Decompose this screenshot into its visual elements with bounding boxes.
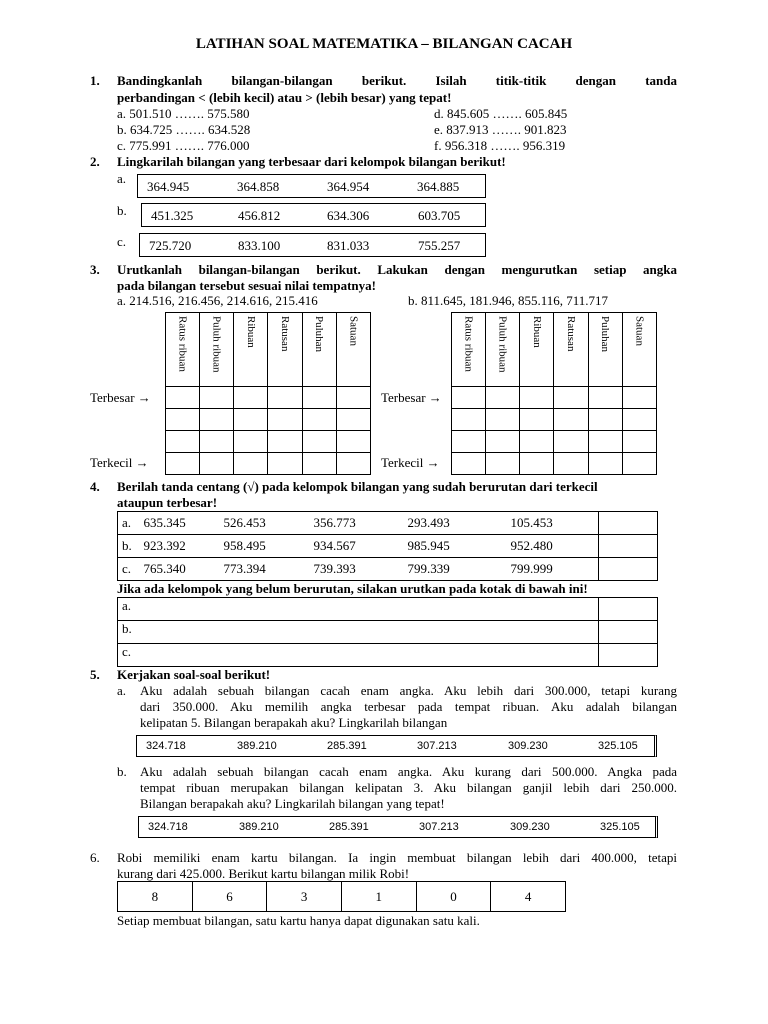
number-option[interactable]: 451.325 [151, 208, 194, 223]
answer-cell[interactable] [588, 409, 622, 431]
q1-number: 1. [90, 73, 100, 88]
q3-smallest-label-a: Terkecil → [90, 455, 149, 470]
number-option[interactable]: 364.945 [147, 179, 190, 194]
answer-cell[interactable] [622, 409, 656, 431]
q4-instruction: Jika ada kelompok yang belum berurutan, silakan urutkan pada kotak di bawah ini! [117, 581, 588, 596]
answer-cell[interactable] [234, 431, 268, 453]
q5b-options-box [138, 816, 658, 838]
answer-cell[interactable] [268, 409, 302, 431]
sequence-row-a: a. 635.345 526.453 356.773 293.493 105.453 [118, 512, 599, 535]
q5b-line3: Bilangan berapakah aku? Lingkarilah bilangan yang tepat! [140, 796, 445, 811]
answer-cell[interactable] [200, 453, 234, 475]
answer-cell[interactable] [336, 409, 370, 431]
q2-group-c-box [139, 233, 486, 257]
q4-answer-table [117, 597, 658, 667]
q2-group-b-label: b. [117, 203, 127, 218]
answer-cell[interactable] [234, 453, 268, 475]
q3-smallest-label-b: Terkecil → [381, 455, 440, 470]
answer-cell[interactable] [234, 387, 268, 409]
number-option[interactable]: 325.105 [598, 740, 638, 752]
answer-cell[interactable] [302, 453, 336, 475]
answer-extra-cell[interactable] [599, 621, 658, 644]
answer-cell[interactable] [336, 431, 370, 453]
q1-item-e: e. 837.913 ……. 901.823 [434, 122, 567, 137]
q6-line2: kurang dari 425.000. Berikut kartu bilangan milik Robi! [117, 866, 410, 881]
q6-line1: Robi memiliki enam kartu bilangan. Ia ingin membuat bilangan lebih dari 400.000, tetapi [117, 850, 677, 865]
answer-cell[interactable] [554, 409, 588, 431]
q1-item-a: a. 501.510 ……. 575.580 [117, 106, 250, 121]
answer-extra-cell[interactable] [599, 644, 658, 667]
answer-extra-cell[interactable] [599, 598, 658, 621]
q2-text: Lingkarilah bilangan yang terbesaar dari kelompok bilangan berikut! [117, 154, 506, 169]
q4-number: 4. [90, 479, 100, 494]
number-option[interactable]: 755.257 [418, 238, 461, 253]
answer-cell[interactable] [268, 453, 302, 475]
q5b-line1: Aku adalah sebuah bilangan cacah enam angka. Aku kurang dari 500.000. Angka pada [140, 764, 677, 779]
checkmark-cell[interactable] [599, 558, 658, 581]
q5-number: 5. [90, 667, 100, 682]
q3-line2: pada bilangan tersebut sesuai nilai tempatnya! [117, 278, 376, 293]
checkmark-cell[interactable] [599, 512, 658, 535]
number-option[interactable]: 285.391 [327, 740, 367, 752]
q5b-line2: tempat ribuan merupakan bilangan kelipatan 3. Aku bilangan ganjil lebih dari 250.000. [140, 780, 677, 795]
sequence-row-c: c. 765.340 773.394 739.393 799.339 799.999 [118, 558, 599, 581]
number-option[interactable]: 603.705 [418, 208, 461, 223]
answer-cell[interactable] [268, 387, 302, 409]
q4-line2: ataupun terbesar! [117, 495, 218, 510]
q3-set-a: a. 214.516, 216.456, 214.616, 215.416 [117, 293, 318, 308]
answer-cell[interactable] [302, 387, 336, 409]
answer-cell[interactable] [486, 431, 520, 453]
checkmark-cell[interactable] [599, 535, 658, 558]
number-option[interactable]: 307.213 [419, 821, 459, 833]
q2-group-c-label: c. [117, 234, 127, 249]
q5a-options-box [136, 735, 657, 757]
answer-row-b[interactable]: b. [118, 621, 599, 644]
answer-cell[interactable] [520, 387, 554, 409]
q1-item-b: b. 634.725 ……. 634.528 [117, 122, 251, 137]
number-option[interactable]: 324.718 [146, 740, 186, 752]
answer-cell[interactable] [588, 453, 622, 475]
answer-cell[interactable] [166, 453, 200, 475]
number-card[interactable]: 0 [416, 882, 491, 912]
header-cell: Ratusan [268, 313, 302, 387]
number-option[interactable]: 456.812 [238, 208, 281, 223]
header-cell: Puluhan [588, 313, 622, 387]
answer-cell[interactable] [166, 387, 200, 409]
q6-number: 6. [90, 850, 100, 865]
header-cell: Ratus ribuan [166, 313, 200, 387]
q3-line1: Urutkanlah bilangan-bilangan berikut. Lakukan dengan mengurutkan setiap angka [117, 262, 677, 277]
q3-largest-label-b: Terbesar → [381, 390, 442, 405]
number-card[interactable]: 6 [192, 882, 267, 912]
header-cell: Ribuan [520, 313, 554, 387]
answer-cell[interactable] [588, 431, 622, 453]
answer-cell[interactable] [520, 453, 554, 475]
answer-cell[interactable] [452, 453, 486, 475]
answer-cell[interactable] [166, 409, 200, 431]
header-cell: Puluhan [302, 313, 336, 387]
header-cell: Satuan [622, 313, 656, 387]
answer-cell[interactable] [302, 431, 336, 453]
answer-cell[interactable] [336, 453, 370, 475]
number-card[interactable]: 8 [118, 882, 193, 912]
q3-place-value-table-a [165, 312, 371, 475]
answer-cell[interactable] [452, 431, 486, 453]
answer-cell[interactable] [200, 387, 234, 409]
q2-group-a-box [137, 174, 486, 198]
q6-number-cards [117, 881, 566, 912]
answer-cell[interactable] [520, 431, 554, 453]
answer-cell[interactable] [166, 431, 200, 453]
q1-item-d: d. 845.605 ……. 605.845 [434, 106, 568, 121]
number-option[interactable]: 364.858 [237, 179, 280, 194]
answer-cell[interactable] [200, 431, 234, 453]
header-cell: Ratus ribuan [452, 313, 486, 387]
answer-cell[interactable] [268, 431, 302, 453]
number-option[interactable]: 364.954 [327, 179, 370, 194]
number-option[interactable]: 325.105 [600, 821, 640, 833]
answer-cell[interactable] [486, 453, 520, 475]
q3-set-b: b. 811.645, 181.946, 855.116, 711.717 [408, 293, 609, 308]
number-option[interactable]: 831.033 [327, 238, 370, 253]
answer-cell[interactable] [486, 387, 520, 409]
answer-cell[interactable] [554, 431, 588, 453]
answer-cell[interactable] [486, 409, 520, 431]
header-cell: Ratusan [554, 313, 588, 387]
number-option[interactable]: 389.210 [237, 740, 277, 752]
answer-cell[interactable] [554, 387, 588, 409]
header-cell: Puluh ribuan [486, 313, 520, 387]
answer-cell[interactable] [336, 387, 370, 409]
q3-largest-label-a: Terbesar → [90, 390, 151, 405]
q5a-line2: dari 350.000. Aku memilih angka terbesar pada tempat ribuan. Aku adalah bilangan [140, 699, 677, 714]
q3-place-value-table-b [451, 312, 657, 475]
header-cell: Ribuan [234, 313, 268, 387]
answer-cell[interactable] [234, 409, 268, 431]
q1-item-f: f. 956.318 ……. 956.319 [434, 138, 566, 153]
q6-note: Setiap membuat bilangan, satu kartu hanya dapat digunakan satu kali. [117, 913, 480, 928]
answer-cell[interactable] [588, 387, 622, 409]
answer-cell[interactable] [520, 409, 554, 431]
number-card[interactable]: 3 [267, 882, 342, 912]
number-option[interactable]: 285.391 [329, 821, 369, 833]
number-card[interactable]: 1 [341, 882, 416, 912]
header-cell: Puluh ribuan [200, 313, 234, 387]
number-card[interactable]: 4 [491, 882, 566, 912]
answer-row-c[interactable]: c. [118, 644, 599, 667]
q1-item-c: c. 775.991 ……. 776.000 [117, 138, 250, 153]
q5a-label: a. [117, 683, 127, 698]
number-option[interactable]: 309.230 [508, 740, 548, 752]
q2-number: 2. [90, 154, 100, 169]
q1-line2: perbandingan < (lebih kecil) atau > (lebih besar) yang tepat! [117, 90, 452, 105]
number-option[interactable]: 364.885 [417, 179, 460, 194]
q5a-line1: Aku adalah sebuah bilangan cacah enam angka. Aku lebih dari 300.000, tetapi kurang [140, 683, 677, 698]
q2-group-b-box [141, 203, 486, 227]
number-option[interactable]: 307.213 [417, 740, 457, 752]
answer-cell[interactable] [622, 387, 656, 409]
q5a-line3: kelipatan 5. Bilangan berapakah aku? Lingkarilah bilangan [140, 715, 448, 730]
number-option[interactable]: 389.210 [239, 821, 279, 833]
number-option[interactable]: 725.720 [149, 238, 192, 253]
number-option[interactable]: 309.230 [510, 821, 550, 833]
number-option[interactable]: 833.100 [238, 238, 281, 253]
number-option[interactable]: 634.306 [327, 208, 370, 223]
q5b-label: b. [117, 764, 127, 779]
answer-cell[interactable] [554, 453, 588, 475]
q4-line1: Berilah tanda centang (√) pada kelompok bilangan yang sudah berurutan dari terkecil [117, 479, 598, 494]
answer-cell[interactable] [452, 409, 486, 431]
q4-sequence-table [117, 511, 658, 581]
q2-group-a-label: a. [117, 171, 127, 186]
q1-line1: Bandingkanlah bilangan-bilangan berikut. Isilah titik-titik dengan tanda [117, 73, 677, 88]
answer-cell[interactable] [622, 431, 656, 453]
q3-number: 3. [90, 262, 100, 277]
answer-cell[interactable] [200, 409, 234, 431]
answer-cell[interactable] [302, 409, 336, 431]
answer-cell[interactable] [452, 387, 486, 409]
number-option[interactable]: 324.718 [148, 821, 188, 833]
answer-row-a[interactable]: a. [118, 598, 599, 621]
header-cell: Satuan [336, 313, 370, 387]
answer-cell[interactable] [622, 453, 656, 475]
q5-text: Kerjakan soal-soal berikut! [117, 667, 271, 682]
sequence-row-b: b. 923.392 958.495 934.567 985.945 952.480 [118, 535, 599, 558]
page-title: LATIHAN SOAL MATEMATIKA – BILANGAN CACAH [195, 36, 573, 52]
